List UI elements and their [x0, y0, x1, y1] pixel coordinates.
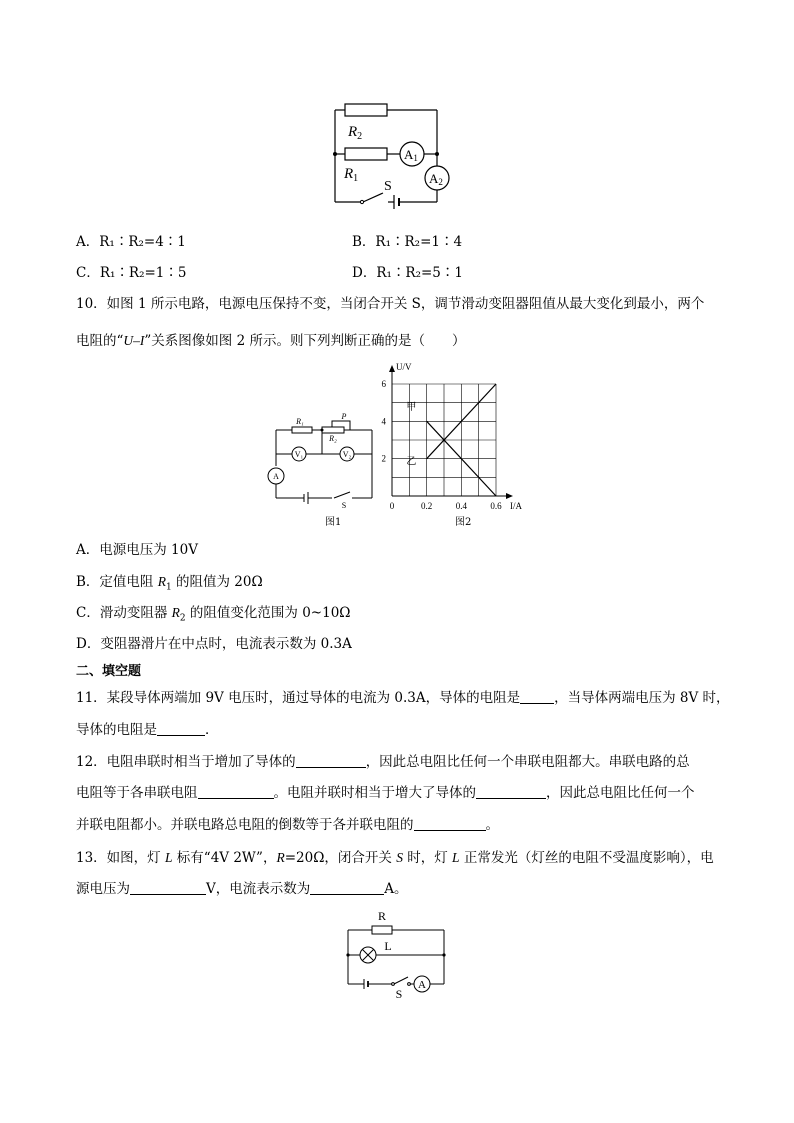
q10-option-b[interactable]: B．定值电阻 $R_1$ 的阻值为 20Ω [76, 574, 263, 593]
q10-figure2-ui-graph [378, 360, 528, 512]
svg-text:A: A [418, 979, 426, 991]
q9-option-d[interactable]: D．R₁∶R₂=5∶1 [352, 265, 463, 281]
svg-text:R₂: R₂ [329, 434, 337, 443]
x-axis-label: I/A [510, 501, 522, 511]
fig1-caption: 图1 [325, 517, 342, 528]
y-axis-label: U/V [396, 362, 412, 372]
q13-circuit-diagram [342, 906, 452, 998]
q10-option-c[interactable]: C．滑动变阻器 $R_2$ 的阻值变化范围为 0~10Ω [76, 605, 351, 624]
x-tick-label: 0.6 [490, 501, 502, 511]
svg-text:S: S [395, 987, 403, 998]
fig2-caption: 图2 [455, 517, 472, 528]
svg-text:P: P [341, 412, 347, 421]
q13-line2: 源电压为 V，电流表示数为 A。 [76, 881, 408, 897]
r2-resistor [345, 104, 387, 116]
x-tick-label: 0.4 [455, 501, 467, 511]
y-tick-label: 2 [381, 453, 386, 464]
q12-line2: 电阻等于各串联电阻 。电阻并联时相当于增大了导体的 ，因此总电阻比任何一个 [76, 785, 695, 801]
q9-option-c[interactable]: C．R₁∶R₂=1∶5 [76, 265, 187, 281]
x-axis-arrow [506, 493, 513, 499]
svg-text:V₂: V₂ [342, 450, 352, 459]
svg-text:A1: A1 [404, 147, 418, 163]
q13-line1: 13．如图，灯 L 标有“4V 2W”，R=20Ω，闭合开关 S 时，灯 L 正常发光（灯丝的电阻不受温度影响），电 [76, 850, 714, 866]
svg-text:R₁: R₁ [296, 417, 304, 426]
q10-stem-line2: 电阻的“U–I”关系图像如图 2 所示。则下列判断正确的是（ ） [76, 333, 466, 349]
fig1-r2 [322, 427, 344, 433]
q9-option-a[interactable]: A．R₁∶R₂=4∶1 [76, 234, 186, 250]
switch-label: S [384, 179, 392, 194]
q9-option-b[interactable]: B．R₁∶R₂=1∶4 [352, 234, 463, 250]
q12-blank2[interactable] [198, 786, 274, 799]
r1-resistor [345, 148, 387, 160]
section-heading: 二、填空题 [76, 664, 142, 679]
a1-label: A [404, 147, 414, 162]
q10-option-d[interactable]: D．变阻器滑片在中点时，电流表示数为 0.3A [76, 636, 352, 652]
x-tick-label: 0.2 [421, 501, 433, 511]
q11-blank1[interactable] [520, 691, 554, 704]
a2-label: A [429, 171, 439, 186]
svg-text:L: L [384, 939, 392, 953]
q11-line2: 导体的电阻是 ． [76, 722, 219, 738]
y-tick-label: 6 [381, 379, 386, 389]
fig1-r1 [292, 427, 312, 433]
q10-figure1-circuit [262, 412, 382, 524]
q12-blank4[interactable] [414, 818, 486, 831]
svg-text:A: A [273, 472, 279, 481]
q10-stem-line1: 10．如图 1 所示电路，电源电压保持不变，当闭合开关 S，调节滑动变阻器阻值从最大变化到最小，两个 [76, 296, 705, 312]
series-label-jia: 甲 [406, 402, 417, 414]
y-tick-label: 4 [381, 416, 386, 427]
x-tick-label: 0 [389, 501, 395, 511]
svg-text:A2: A2 [429, 171, 443, 187]
svg-text:R: R [377, 909, 387, 923]
q9-circuit-diagram [328, 96, 458, 214]
q11-line1: 11．某段导体两端加 9V 电压时，通过导体的电流为 0.3A，导体的电阻是 ，当导体两端电压为 8V 时， [76, 690, 730, 706]
svg-text:R2: $R_2$ [348, 124, 363, 142]
svg-text:S: S [341, 501, 347, 510]
svg-text:V₁: V₁ [294, 450, 304, 459]
q13-resistor [372, 926, 392, 934]
q10-option-a[interactable]: A．电源电压为 10V [76, 542, 198, 558]
q12-blank1[interactable] [296, 755, 366, 768]
series-label-yi: 乙 [406, 456, 417, 468]
svg-text:R1: $R_1$ [344, 166, 359, 184]
q11-blank2[interactable] [157, 723, 205, 736]
r1-label: R [344, 166, 354, 182]
q12-line1: 12．电阻串联时相当于增加了导体的 ，因此总电阻比任何一个串联电阻都大。串联电路的总 [76, 754, 690, 770]
q13-blank1[interactable] [130, 882, 206, 895]
q13-blank2[interactable] [310, 882, 384, 895]
q12-line3: 并联电阻都小。并联电路总电阻的倒数等于各并联电阻的 。 [76, 817, 499, 833]
r2-label: R [348, 124, 358, 140]
q12-blank3[interactable] [476, 786, 546, 799]
y-axis-arrow [389, 365, 395, 372]
